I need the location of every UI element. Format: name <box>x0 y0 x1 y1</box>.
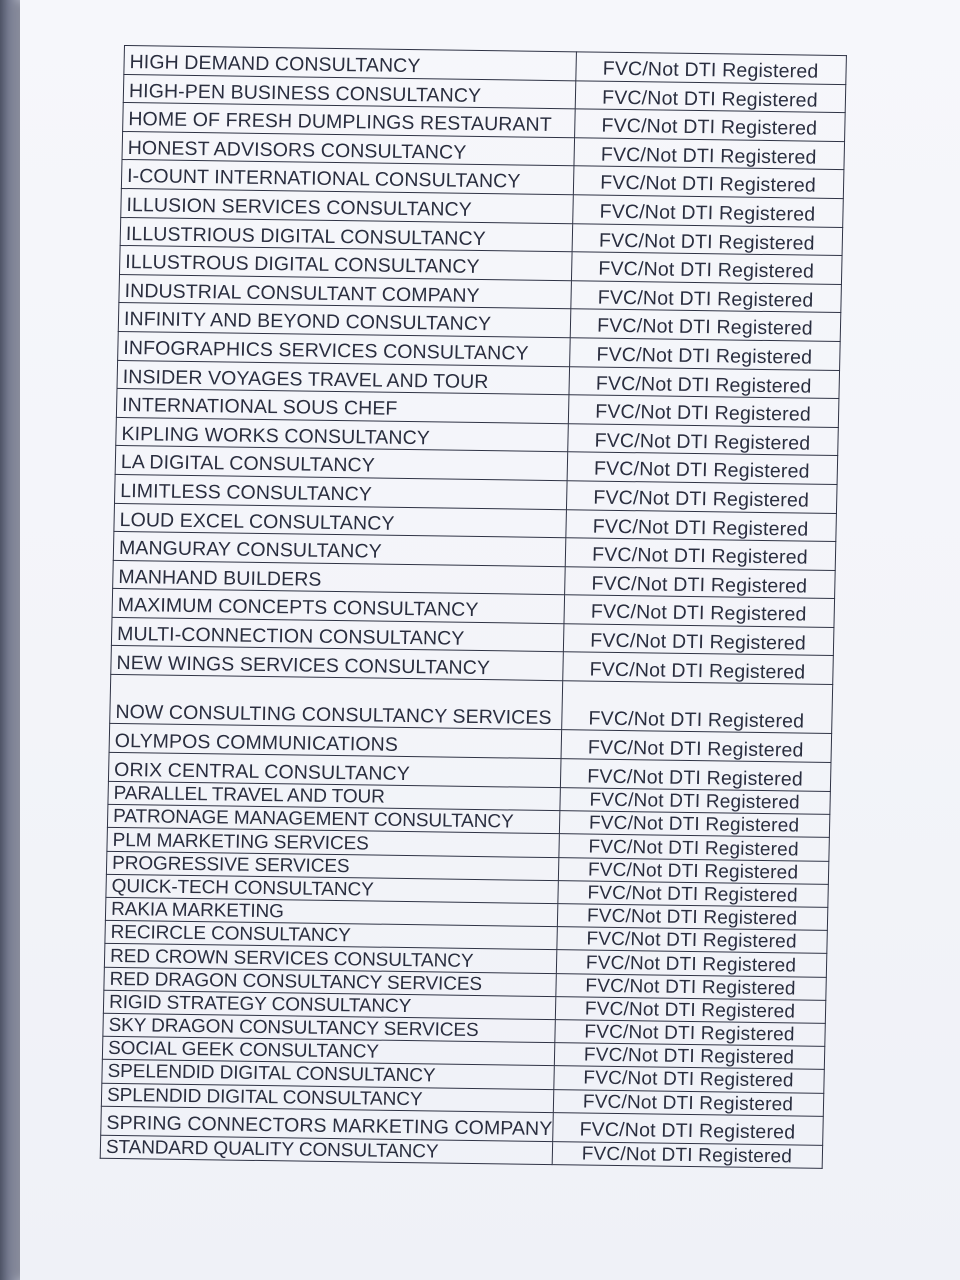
business-name-cell: PARALLEL TRAVEL AND TOUR <box>108 781 560 810</box>
registration-status-cell: FVC/Not DTI Registered <box>571 281 842 313</box>
registration-status-cell: FVC/Not DTI Registered <box>560 788 830 815</box>
registration-status-cell: FVC/Not DTI Registered <box>561 730 832 763</box>
business-name-cell: RIGID STRATEGY CONSULTANCY <box>103 990 555 1019</box>
registry-table-body <box>100 46 846 1169</box>
registration-status-cell: FVC/Not DTI Registered <box>556 950 826 977</box>
business-name-cell: NEW WINGS SERVICES CONSULTANCY <box>111 646 564 681</box>
registration-status-cell: FVC/Not DTI Registered <box>560 759 831 792</box>
business-name-cell: HOME OF FRESH DUMPLINGS RESTAURANT <box>123 103 576 138</box>
business-name-cell: KIPLING WORKS CONSULTANCY <box>116 417 569 452</box>
registration-status-cell: FVC/Not DTI Registered <box>563 652 834 684</box>
registry-table <box>100 45 847 1169</box>
business-name-cell: PATRONAGE MANAGEMENT CONSULTANCY <box>107 805 559 834</box>
business-name-cell: INFINITY AND BEYOND CONSULTANCY <box>118 303 571 338</box>
registration-status-cell: FVC/Not DTI Registered <box>571 252 842 284</box>
registration-status-cell: FVC/Not DTI Registered <box>555 1020 825 1047</box>
business-name-cell: I-COUNT INTERNATIONAL CONSULTANCY <box>121 160 574 195</box>
business-name-cell: OLYMPOS COMMUNICATIONS <box>109 723 562 758</box>
business-name-cell: SPLENDID DIGITAL CONSULTANCY <box>101 1083 553 1112</box>
registration-status-cell: FVC/Not DTI Registered <box>568 395 839 427</box>
business-name-cell: MULTI-CONNECTION CONSULTANCY <box>111 617 564 652</box>
registration-status-cell: FVC/Not DTI Registered <box>570 338 841 370</box>
business-name-cell: SPRING CONNECTORS MARKETING COMPANY <box>101 1106 554 1141</box>
business-name-cell: SKY DRAGON CONSULTANCY SERVICES <box>103 1013 555 1042</box>
registration-status-cell: FVC/Not DTI Registered <box>564 595 835 627</box>
registration-status-cell: FVC/Not DTI Registered <box>553 1112 824 1145</box>
business-name-cell: RECIRCLE CONSULTANCY <box>105 921 557 950</box>
business-name-cell: ILLUSTROUS DIGITAL CONSULTANCY <box>119 246 572 281</box>
registration-status-cell: FVC/Not DTI Registered <box>565 566 836 598</box>
business-name-cell: LIMITLESS CONSULTANCY <box>115 474 568 509</box>
business-name-cell: SOCIAL GEEK CONSULTANCY <box>102 1036 554 1065</box>
registration-status-cell: FVC/Not DTI Registered <box>576 52 847 84</box>
registration-status-cell: FVC/Not DTI Registered <box>554 1043 824 1070</box>
business-name-cell: RED DRAGON CONSULTANCY SERVICES <box>104 967 556 996</box>
business-name-cell: MANGURAY CONSULTANCY <box>113 531 566 566</box>
registration-status-cell: FVC/Not DTI Registered <box>563 624 834 656</box>
registration-status-cell: FVC/Not DTI Registered <box>569 366 840 398</box>
business-name-cell: ILLUSION SERVICES CONSULTANCY <box>121 188 574 223</box>
business-name-cell: PLM MARKETING SERVICES <box>107 828 559 857</box>
business-name-cell: INTERNATIONAL SOUS CHEF <box>116 389 569 424</box>
registration-status-cell: FVC/Not DTI Registered <box>566 481 837 513</box>
registration-status-cell: FVC/Not DTI Registered <box>575 109 846 141</box>
registration-status-cell: FVC/Not DTI Registered <box>573 166 844 198</box>
registration-status-cell: FVC/Not DTI Registered <box>572 223 843 255</box>
registration-status-cell: FVC/Not DTI Registered <box>568 423 839 455</box>
registration-status-cell: FVC/Not DTI Registered <box>558 880 828 907</box>
business-name-cell: RAKIA MARKETING <box>105 897 557 926</box>
registration-status-cell: FVC/Not DTI Registered <box>557 927 827 954</box>
registration-status-cell: FVC/Not DTI Registered <box>574 138 845 170</box>
registration-status-cell: FVC/Not DTI Registered <box>553 1089 823 1116</box>
registration-status-cell: FVC/Not DTI Registered <box>573 195 844 227</box>
registration-status-cell: FVC/Not DTI Registered <box>556 973 826 1000</box>
business-name-cell: ORIX CENTRAL CONSULTANCY <box>108 752 561 787</box>
business-name-cell: INDUSTRIAL CONSULTANT COMPANY <box>119 274 572 309</box>
paper-page <box>20 0 960 1280</box>
registration-status-cell: FVC/Not DTI Registered <box>575 80 846 112</box>
business-name-cell: LA DIGITAL CONSULTANCY <box>115 446 568 481</box>
registration-status-cell: FVC/Not DTI Registered <box>566 509 837 541</box>
registration-status-cell: FVC/Not DTI Registered <box>565 538 836 570</box>
business-name-cell: HIGH-PEN BUSINESS CONSULTANCY <box>123 74 576 109</box>
registration-status-cell: FVC/Not DTI Registered <box>552 1141 822 1168</box>
registration-status-cell: FVC/Not DTI Registered <box>554 1066 824 1093</box>
business-name-cell: NOW CONSULTING CONSULTANCY SERVICES <box>110 674 563 729</box>
registration-status-cell: FVC/Not DTI Registered <box>567 452 838 484</box>
business-name-cell: HIGH DEMAND CONSULTANCY <box>124 46 577 81</box>
business-name-cell: STANDARD QUALITY CONSULTANCY <box>100 1135 552 1164</box>
registration-status-cell: FVC/Not DTI Registered <box>559 811 829 838</box>
business-name-cell: QUICK-TECH CONSULTANCY <box>106 874 558 903</box>
business-name-cell: SPELENDID DIGITAL CONSULTANCY <box>102 1060 554 1089</box>
business-name-cell: INFOGRAPHICS SERVICES CONSULTANCY <box>118 331 571 366</box>
business-name-cell: MAXIMUM CONCEPTS CONSULTANCY <box>112 589 565 624</box>
registration-status-cell: FVC/Not DTI Registered <box>558 857 828 884</box>
business-name-cell: ILLUSTRIOUS DIGITAL CONSULTANCY <box>120 217 573 252</box>
business-name-cell: RED CROWN SERVICES CONSULTANCY <box>104 944 556 973</box>
business-name-cell: LOUD EXCEL CONSULTANCY <box>114 503 567 538</box>
registration-status-cell: FVC/Not DTI Registered <box>562 681 833 734</box>
registration-status-cell: FVC/Not DTI Registered <box>559 834 829 861</box>
business-name-cell: PROGRESSIVE SERVICES <box>106 851 558 880</box>
registration-status-cell: FVC/Not DTI Registered <box>570 309 841 341</box>
registration-status-cell: FVC/Not DTI Registered <box>557 904 827 931</box>
business-name-cell: MANHAND BUILDERS <box>113 560 566 595</box>
business-name-cell: INSIDER VOYAGES TRAVEL AND TOUR <box>117 360 570 395</box>
business-name-cell: HONEST ADVISORS CONSULTANCY <box>122 131 575 166</box>
registration-status-cell: FVC/Not DTI Registered <box>555 996 825 1023</box>
